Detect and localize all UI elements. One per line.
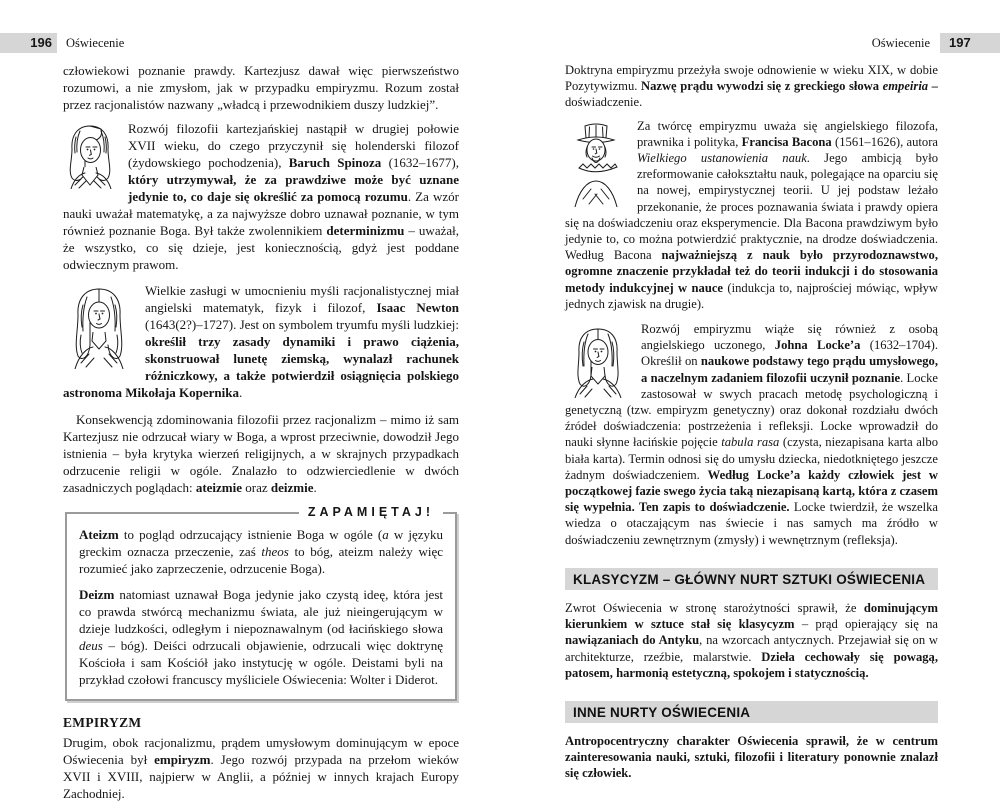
klasycyzm-heading: KLASYCYZM – GŁÓWNY NURT SZTUKI OŚWIECENIA (565, 568, 938, 590)
inne-nurty-heading: INNE NURTY OŚWIECENIA (565, 701, 938, 723)
locke-portrait-icon (565, 324, 631, 398)
page-number-right: 197 (949, 35, 971, 50)
newton-portrait-icon (63, 285, 135, 369)
paragraph-bacon: Za twórcę empiryzmu uważa się angielskiego filozofa, prawnika i polityka, Francisa Bacona (1561–1626), autora Wielkiego ustanowienia nauk. Jego ambicją było zreformowanie całokształtu nauk, polegające na oparciu się na nowej, empirystycznej teorii. U jej podstaw leżało przekonanie, że proces poznawania świata i prawdy opiera się na doświadczeniu oraz eksperymencie. Dla Bacona prawdziwym było jedynie to, co można potwierdzić praktycznie, na drodze doświadczenia. Według Bacona najważniejszą z nauk było przyrodoznawstwo, ogromne znaczenie przykładał też do teorii indukcji i do stosowania metody indukcyjnej w nauce (indukcja to, najprościej mówiąc, wpływ jednych zjawisk na drugie). (565, 118, 939, 311)
section-title-left: Oświecenie (66, 36, 125, 50)
running-head (0, 33, 1000, 53)
zapamietaj-box (65, 505, 457, 701)
paragraph-doktryna: Doktryna empiryzmu przeżyła swoje odnowienie w wieku XIX, w dobie Pozytywizmu. Nazwę prądu wywodzi się z greckiego słowa empeiria – doświadczenie. (565, 63, 938, 110)
paragraph-continuation: człowiekowi poznanie prawdy. Kartezjusz dawał więc pierwszeństwo rozumowi, a nie zmysłom, jak w przypadku empiryzmu. Rozum został przez racjonalistów nazwany „władcą i przewodnikiem duszy ludzkiej”. (63, 63, 459, 112)
page-number-bar-left (0, 33, 57, 53)
empiryzm-heading: EMPIRYZM (63, 715, 142, 730)
spinoza-portrait-icon (63, 123, 118, 189)
bacon-portrait-icon (565, 121, 627, 207)
page-left-column (63, 62, 459, 802)
box-paragraph-deizm: Deizm natomiast uznawał Boga jedynie jako czystą ideę, która jest co prawda stwórcą mechanizmu świata, ale już nieingerującym w dzieje ludzkości, odległym i niepoznawalnym (od łacińskiego słowa deus – bóg). Deiści odrzucali objawienie, odrzucali więc doktrynę Kościoła i sam Kościół jako instytucję w ogóle. Deistami byli na przykład czołowi francuscy myśliciele Oświecenia: Wolter i Diderot. (79, 587, 443, 687)
paragraph-spinoza: Rozwój filozofii kartezjańskiej nastąpił w drugiej połowie XVII wieku, do czego przyczynił się holenderski filozof (żydowskiego pochodzenia), Baruch Spinoza (1632–1677), który utrzymywał, że za prawdziwe może być uznane jedynie to, co daje się określić za pomocą rozumu. Za wzór nauki uważał matematykę, a za najwyższe dobro uznawał poznanie, w tym również poznanie Boga. Był także zwolennikiem determinizmu – uważał, że wszystko, co się dzieje, jest koniecznością, gdyż jest poddane odwiecznym prawom. (63, 121, 460, 272)
paragraph-empiryzm: Drugim, obok racjonalizmu, prądem umysłowym dominującym w epoce Oświecenia był empiryzm. Jego rozwój przypada na przełom wieków XVII i XVIII, najpierw w Anglii, a później w innych krajach Europy Zachodniej. (63, 735, 459, 801)
paragraph-locke: Rozwój empiryzmu wiąże się również z osobą angielskiego uczonego, Johna Locke’a (1632–1704). Określił on naukowe podstawy tego prądu umysłowego, a naczelnym zadaniem filozofii uczynił poznanie. Locke zastosował w swych pracach metodę psychologiczną i genetyczną (tzw. empiryzm genetyczny) oraz dokonał rozdziału dwóch źródeł doświadczenia: postrzeżenia i refleksji. Locke wprowadził do nauki słynne łacińskie pojęcie tabula rasa (czysta, niezapisana karta albo biała karta). Termin odnosi się do umysłu dziecka, niedotkniętego jeszcze żadnym doświadczeniem. Według Locke’a każdy człowiek jest w początkowej fazie swego życia taką niezapisaną kartą, która z czasem się wypełnia. Ten zapis to doświadczenie. Locke twierdził, że wszelka wiedza o otaczającym nas świecie i nas samych ma źródło w doświadczeniu zewnętrznym (zmysły) i wewnętrznym (refleksja). (565, 322, 938, 547)
paragraph-klasycyzm: Zwrot Oświecenia w stronę starożytności sprawił, że dominującym kierunkiem w sztuce stał się klasycyzm – prąd opierający się na nawiązaniach do Antyku, na wzorcach antycznych. Przejawiał się on w architekturze, rzeźbie, malarstwie. Dzieła cechowały się powagą, patosem, harmonią estetyczną, spokojem i statycznością. (565, 600, 939, 680)
paragraph-newton: Wielkie zasługi w umocnieniu myśli racjonalistycznej miał angielski matematyk, fizyk i filozof, Isaac Newton (1643(2?)–1727). Jest on symbolem tryumfu myśli ludzkiej: określił trzy zasady dynamiki i prawo ciążenia, skonstruował lunetę ziemską, wynalazł rachunek różniczkowy, a także potwierdził osiągnięcia polskiego astronoma Mikołaja Kopernika. (63, 283, 460, 400)
page-number-bar-right (940, 33, 1000, 53)
page-number-left: 196 (30, 35, 52, 50)
zapamietaj-label: ZAPAMIĘTAJ! (299, 505, 443, 519)
page-right-column (565, 62, 938, 782)
paragraph-inne-nurty: Antropocentryczny charakter Oświecenia sprawił, że w centrum zainteresowania nauki, sztuki, filozofii i literatury ponownie znalazł się człowiek. (565, 733, 938, 781)
paragraph-consequence: Konsekwencją zdominowania filozofii przez racjonalizm – mimo iż sam Kartezjusz nie odrzucał wiary w Boga, a wprost przeciwnie, dowodził Jego istnienia – była krytyka wierzeń religijnych, a w skrajnych przypadkach odrzucenie religii w ogóle. Znalazło to odzwierciedlenie w dwóch zasadniczych poglądach: ateizmie oraz deizmie. (63, 412, 459, 495)
box-paragraph-ateizm: Ateizm to pogląd odrzucający istnienie Boga w ogóle (a w języku greckim oznacza przeczenie, zaś theos to bóg, ateizm należy więc rozumieć jako zaprzeczenie, odrzucenie Boga). (79, 527, 444, 576)
section-title-right: Oświecenie (871, 36, 930, 50)
